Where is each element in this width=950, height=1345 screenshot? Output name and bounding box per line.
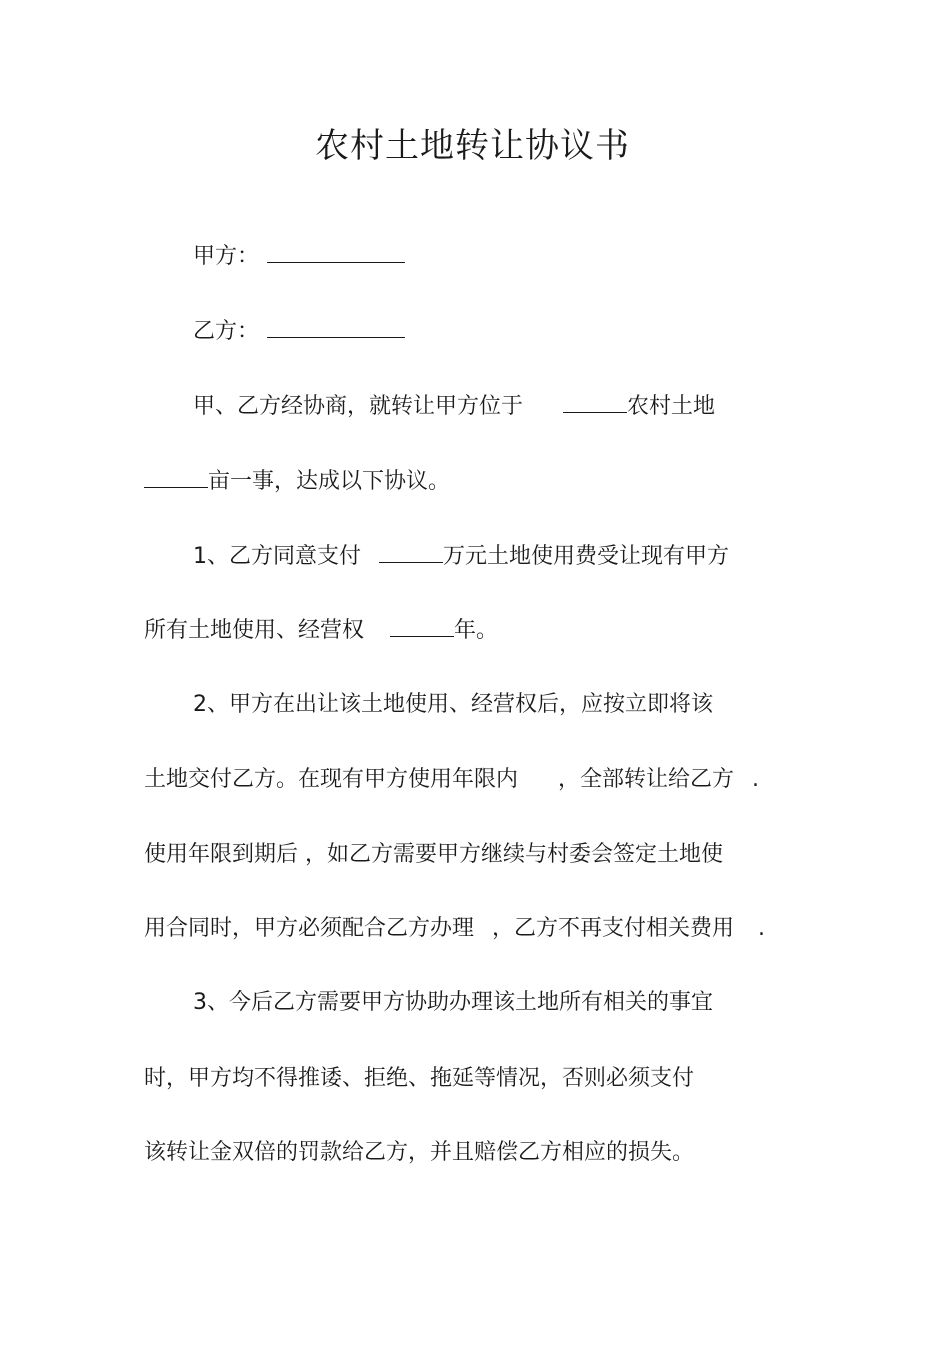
clause-1-line-1 [193, 540, 729, 572]
clause-2-line-4 [144, 914, 765, 944]
clause-2-line-3 [144, 840, 723, 870]
clause-2-line-2 [144, 765, 759, 795]
intro-line-2 [144, 465, 450, 497]
document-title: 农村土地转让协议书 [315, 126, 630, 166]
fee-blank [379, 540, 443, 563]
clause-1-text-2a: 所有土地使用、经营权 [144, 618, 365, 643]
clause-1-line-2 [144, 614, 498, 646]
clause-1-text-1a: 1、乙方同意支付 [193, 544, 361, 569]
clause-2-text-4c: . [758, 916, 766, 941]
party-a-line [193, 240, 405, 272]
clause-2-line-1 [193, 690, 713, 720]
area-blank [144, 465, 208, 488]
clause-2-text-4b: ，乙方不再支付相关费用 [492, 916, 735, 941]
years-blank [390, 614, 454, 637]
party-b-label: 乙方： [193, 319, 260, 344]
clause-3-line-3 [144, 1138, 694, 1168]
party-b-line [193, 315, 405, 347]
clause-3-text-2: 时，甲方均不得推诿、拒绝、拖延等情况，否则必须支付 [144, 1066, 695, 1091]
clause-3-text-1: 3、今后乙方需要甲方协助办理该土地所有相关的事宜 [193, 990, 713, 1015]
clause-1-text-2b: 年。 [454, 618, 499, 643]
clause-2-text-2c: . [752, 767, 760, 792]
clause-2-text-2b: ，全部转让给乙方 [558, 767, 735, 792]
clause-2-text-2a: 土地交付乙方。在现有甲方使用年限内 [144, 767, 519, 792]
clause-3-text-3: 该转让金双倍的罚款给乙方，并且赔偿乙方相应的损失。 [144, 1140, 695, 1165]
clause-2-text-4a: 用合同时，甲方必须配合乙方办理 [144, 916, 475, 941]
intro-line-1 [193, 390, 715, 422]
clause-2-text-1: 2、甲方在出让该土地使用、经营权后，应按立即将该 [193, 692, 713, 717]
party-a-blank [267, 240, 405, 263]
party-a-label: 甲方： [193, 244, 260, 269]
intro-text-2b: 亩一事，达成以下协议。 [208, 469, 451, 494]
clause-1-text-1b: 万元土地使用费受让现有甲方 [443, 544, 730, 569]
clause-3-line-2 [144, 1064, 694, 1094]
intro-text-1b: 农村土地 [627, 394, 716, 419]
location-blank [563, 390, 627, 413]
clause-3-line-1 [193, 988, 713, 1018]
clause-2-text-3: 使用年限到期后 ，如乙方需要甲方继续与村委会签定土地使 [144, 842, 723, 867]
intro-text-1a: 甲、乙方经协商，就转让甲方位于 [193, 394, 524, 419]
party-b-blank [267, 315, 405, 338]
